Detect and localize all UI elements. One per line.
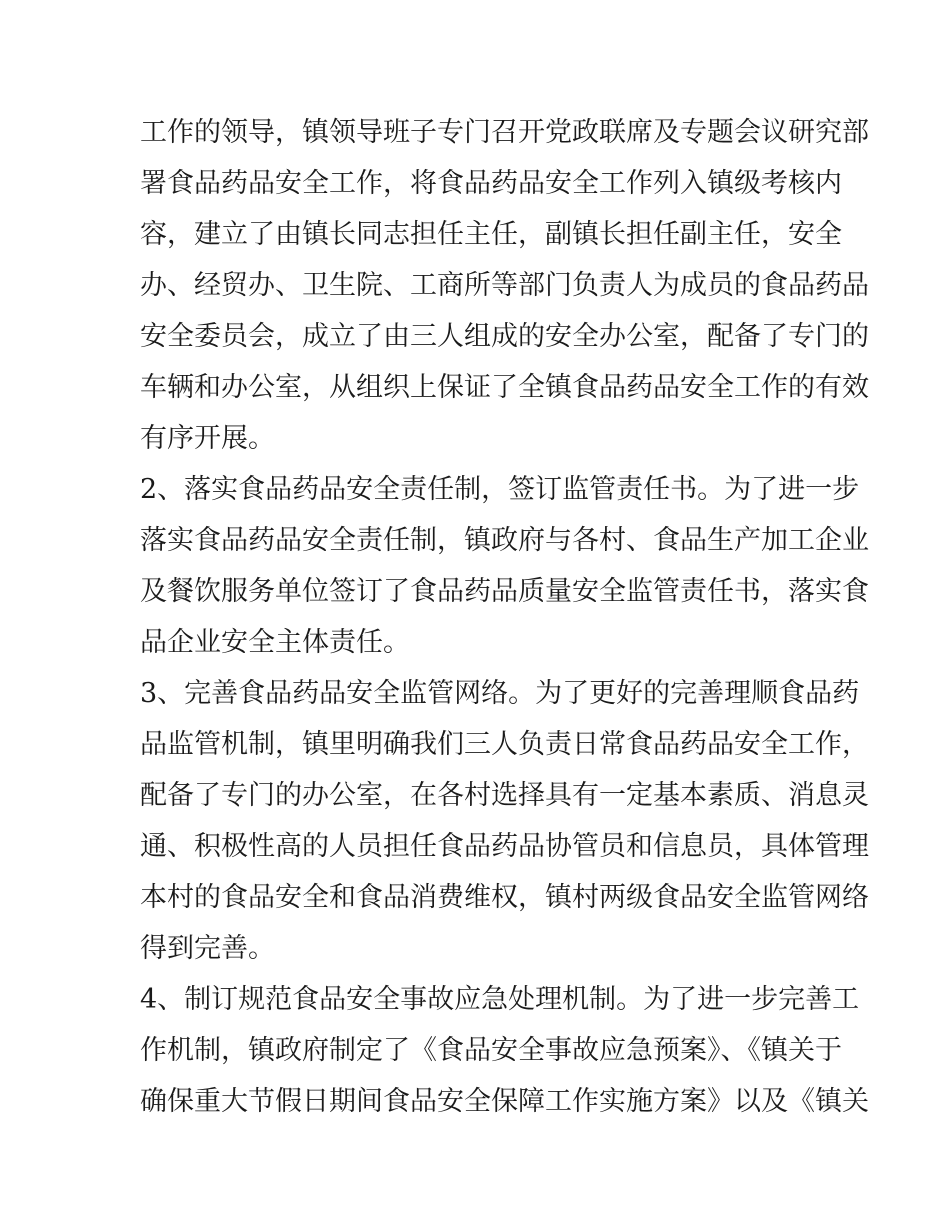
text-line: 有序开展。 [140,423,275,454]
text-line: 配备了专门的办公室，在各村选择具有一定基本素质、消息灵 [140,780,869,811]
text-line: 工作的领导，镇领导班子专门召开党政联席及专题会议研究部 [140,117,869,148]
text-line: 署食品药品安全工作，将食品药品安全工作列入镇级考核内 [140,168,842,199]
text-line: 确保重大节假日期间食品安全保障工作实施方案》以及《镇关 [140,1086,869,1117]
text-line: 办、经贸办、卫生院、工商所等部门负责人为成员的食品药品 [140,270,869,301]
text-line: 2、落实食品药品安全责任制，签订监管责任书。为了进一步 [140,474,860,505]
text-line: 品监管机制，镇里明确我们三人负责日常食品药品安全工作， [140,729,869,760]
text-line: 本村的食品安全和食品消费维权，镇村两级食品安全监管网络 [140,882,869,913]
text-line: 品企业安全主体责任。 [140,627,410,658]
text-line: 车辆和办公室，从组织上保证了全镇食品药品安全工作的有效 [140,372,869,403]
text-line: 通、积极性高的人员担任食品药品协管员和信息员，具体管理 [140,831,869,862]
text-line: 容，建立了由镇长同志担任主任，副镇长担任副主任，安全 [140,219,842,250]
body-text [140,107,869,1127]
text-line: 作机制，镇政府制定了《食品安全事故应急预案》、《镇关于 [140,1035,842,1066]
text-line: 落实食品药品安全责任制，镇政府与各村、食品生产加工企业 [140,525,869,556]
text-line: 3、完善食品药品安全监管网络。为了更好的完善理顺食品药 [140,678,860,709]
text-line: 安全委员会，成立了由三人组成的安全办公室，配备了专门的 [140,321,869,352]
text-line: 及餐饮服务单位签订了食品药品质量安全监管责任书，落实食 [140,576,869,607]
text-line: 4、制订规范食品安全事故应急处理机制。为了进一步完善工 [140,984,860,1015]
text-line: 得到完善。 [140,933,275,964]
